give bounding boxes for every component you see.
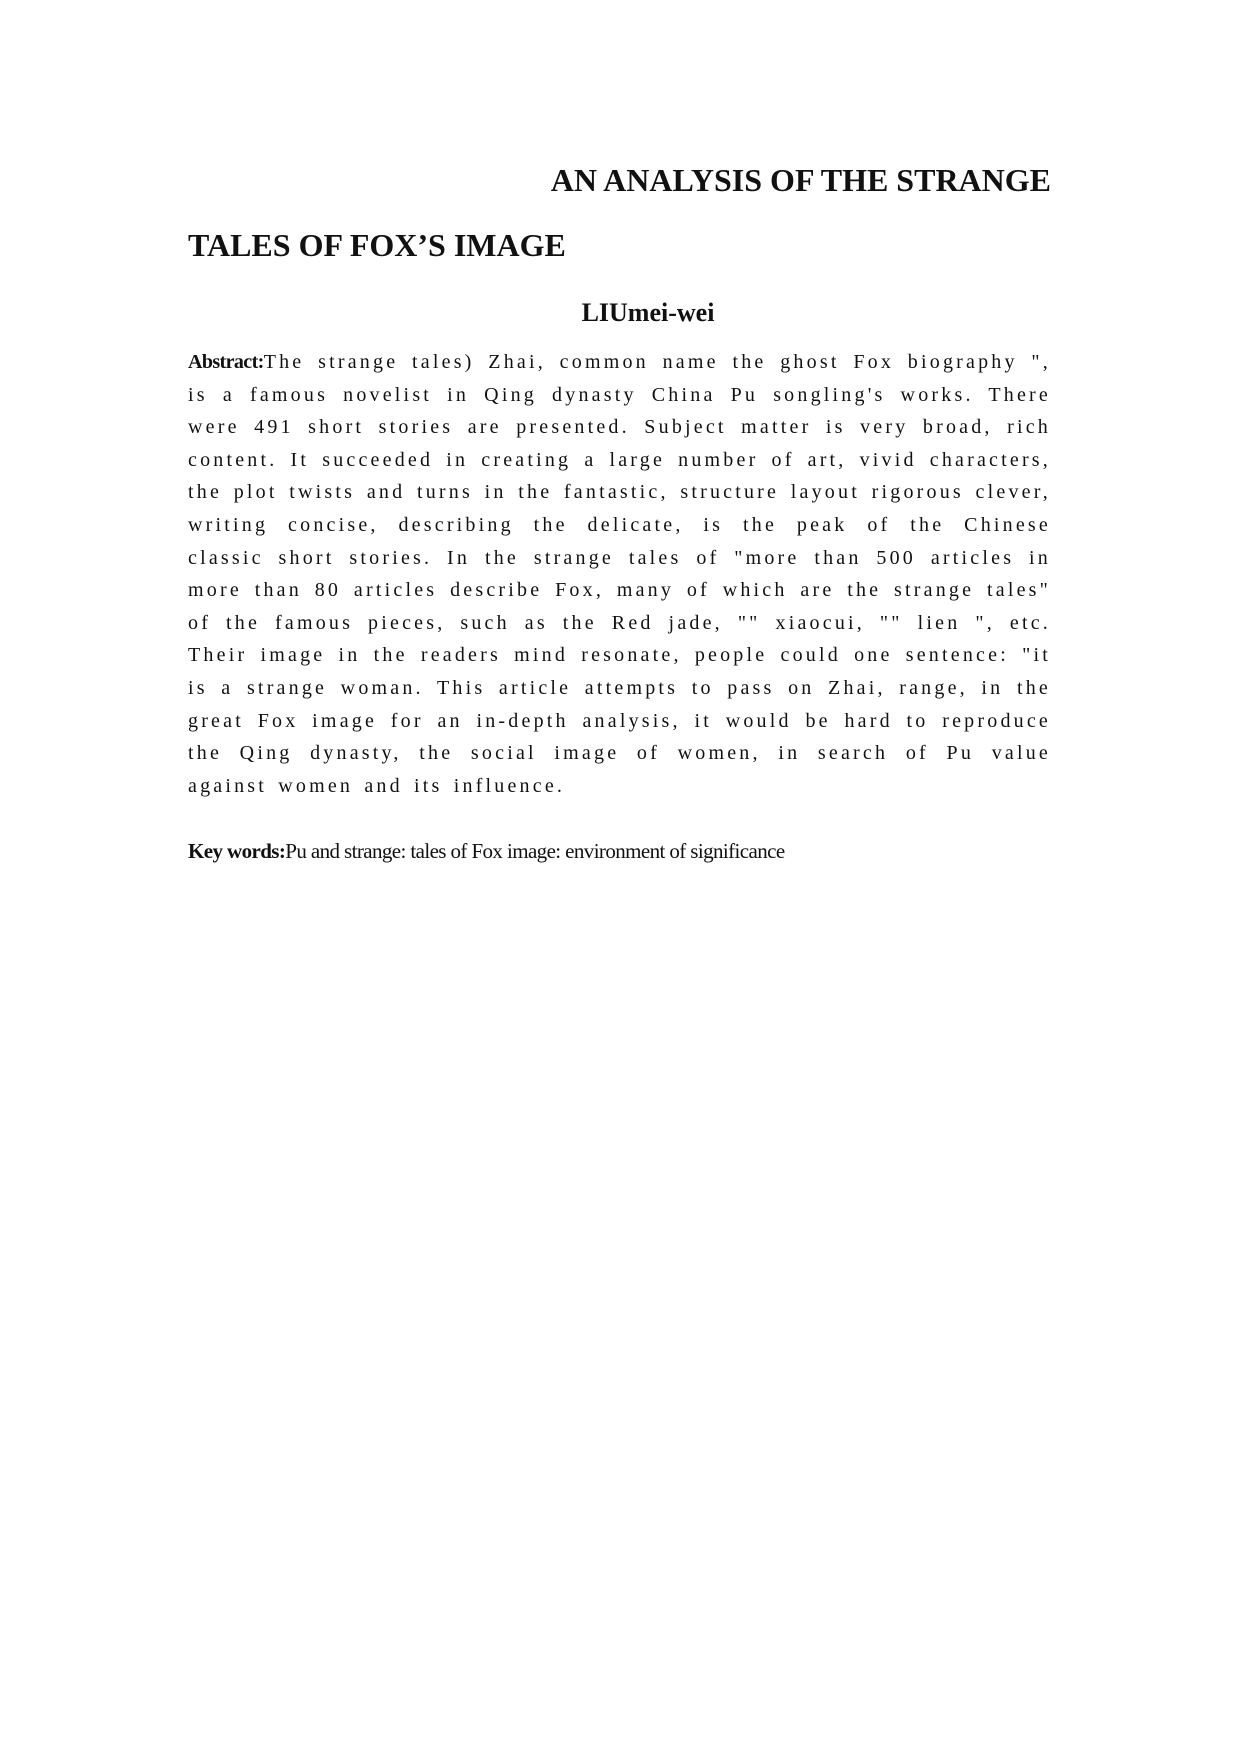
author-name: LIUmei-wei [581, 298, 715, 327]
abstract-text: The strange tales) Zhai, common name the ghost Fox biography ", is a famous novelist in Qing dynasty China Pu songling's works. There were 491 short stories are presented. Subject matter is very broad, rich content. It succeeded in creating a large number of art, vivid characters, the plot twists and turns in the fantastic, structure layout rigorous clever, writing concise, describing the delicate, is the peak of the Chinese classic short stories. In the strange tales of "more than 500 articles in more than 80 articles describe Fox, many of which are the strange tales" of the famous pieces, such as the Red jade, "" xiaocui, "" lien ", etc. Their image in the readers mind resonate, people could one sentence: "it is a strange woman. This article attempts to pass on Zhai, range, in the great Fox image for an in-depth analysis, it would be hard to reproduce the Qing dynasty, the social image of women, in search of Pu value against women and its influence. [188, 351, 1051, 797]
keywords-label: Key words: [188, 839, 286, 863]
title-line-2: TALES OF FOX’S IMAGE [188, 227, 566, 263]
abstract-label: Abstract: [188, 351, 264, 373]
keywords-text: Pu and strange: tales of Fox image: environment of significance [285, 839, 785, 863]
abstract-paragraph [188, 346, 1051, 802]
keywords-line [188, 836, 1051, 866]
title-line-1: AN ANALYSIS OF THE STRANGE [550, 162, 1051, 198]
